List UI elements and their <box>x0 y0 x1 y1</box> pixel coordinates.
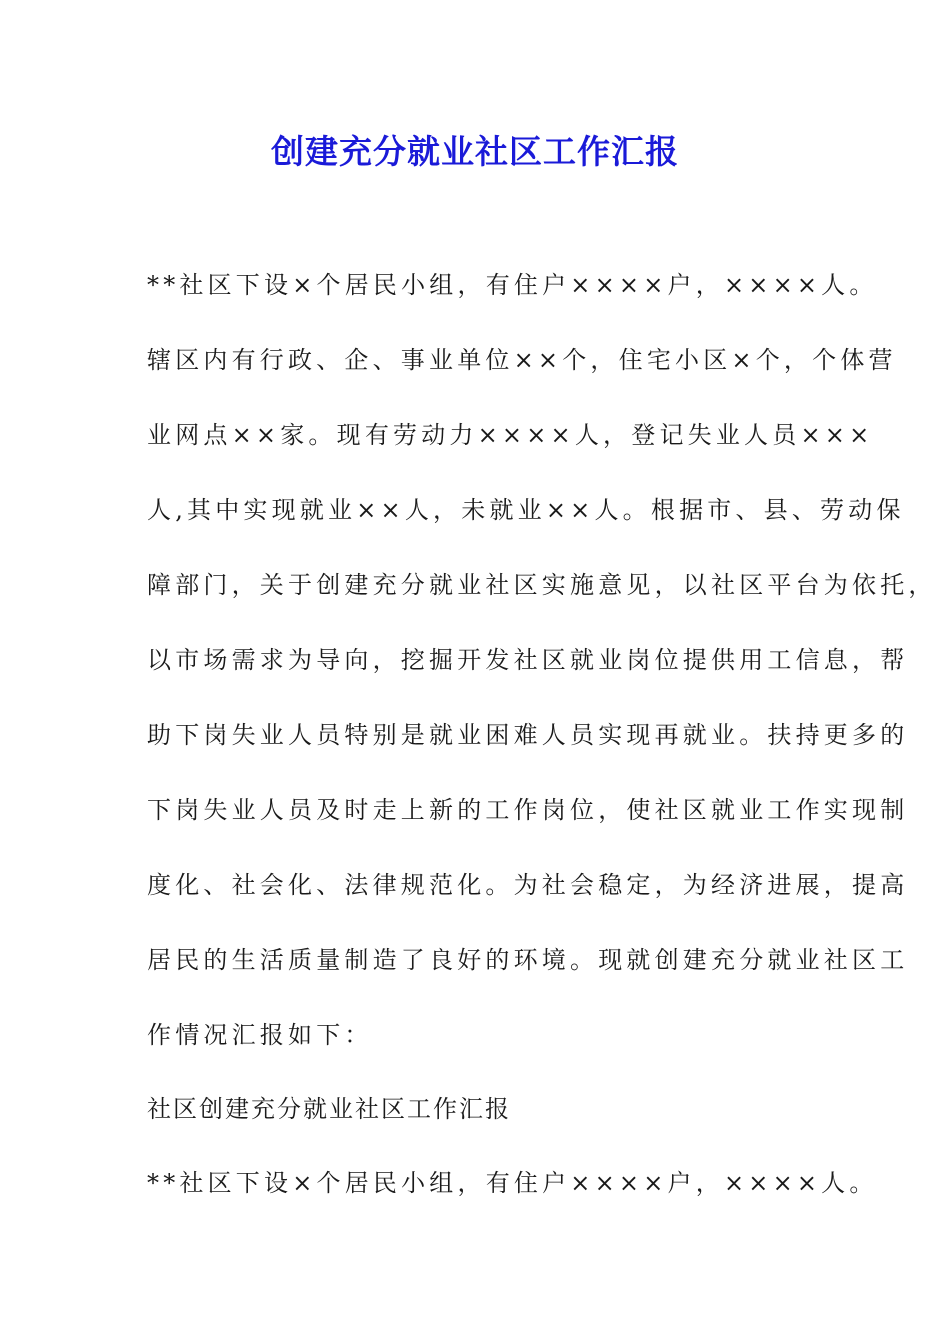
paragraph-line: 下岗失业人员及时走上新的工作岗位，使社区就业工作实现制 <box>147 796 909 824</box>
paragraph-line: 业网点××家。现有劳动力××××人，登记失业人员××× <box>147 421 874 449</box>
paragraph-line: 助下岗失业人员特别是就业困难人员实现再就业。扶持更多的 <box>147 721 909 749</box>
paragraph-line: 度化、社会化、法律规范化。为社会稳定，为经济进展，提高 <box>147 871 909 899</box>
paragraph-line: 以市场需求为导向，挖掘开发社区就业岗位提供用工信息，帮 <box>147 646 909 674</box>
paragraph-line: 辖区内有行政、企、事业单位××个，住宅小区×个，个体营 <box>147 346 897 374</box>
paragraph-line: 障部门，关于创建充分就业社区实施意见，以社区平台为依托， <box>147 571 937 599</box>
paragraph-line: **社区下设×个居民小组，有住户××××户，××××人。 <box>147 1169 878 1197</box>
paragraph-line: 作情况汇报如下： <box>147 1021 373 1049</box>
section-subheading: 社区创建充分就业社区工作汇报 <box>147 1095 511 1123</box>
paragraph-line: 居民的生活质量制造了良好的环境。现就创建充分就业社区工 <box>147 946 909 974</box>
paragraph-line: **社区下设×个居民小组，有住户××××户，××××人。 <box>147 271 878 299</box>
paragraph-line: 人,其中实现就业××人，未就业××人。根据市、县、劳动保 <box>147 496 905 524</box>
document-title: 创建充分就业社区工作汇报 <box>271 132 679 171</box>
